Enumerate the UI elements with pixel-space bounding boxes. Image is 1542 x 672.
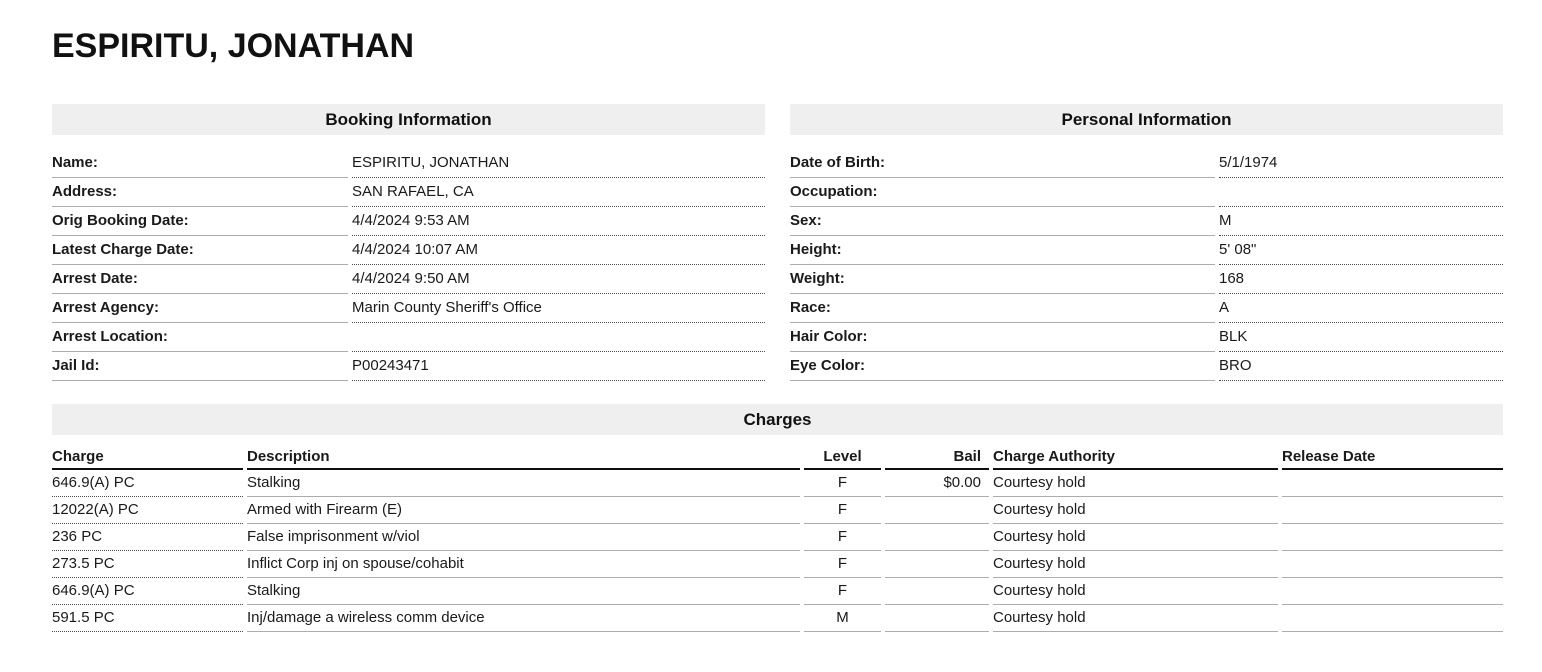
charge-description-cell: Inj/damage a wireless comm device (247, 605, 800, 632)
field-label: Height: (790, 236, 1215, 265)
field-value: P00243471 (352, 352, 765, 381)
booking-record-page (0, 24, 1503, 632)
charge-level-cell: F (804, 578, 881, 605)
column-header-level: Level (804, 446, 881, 470)
field-value: 4/4/2024 9:53 AM (352, 207, 765, 236)
field-label: Hair Color: (790, 323, 1215, 352)
booking-section-header: Booking Information (52, 104, 765, 135)
personal-field-row (790, 236, 1503, 265)
charge-description-cell: False imprisonment w/viol (247, 524, 800, 551)
charge-code-cell: 646.9(A) PC (52, 470, 243, 497)
booking-field-row (52, 236, 765, 265)
booking-field-row (52, 178, 765, 207)
field-value: 4/4/2024 10:07 AM (352, 236, 765, 265)
personal-field-row (790, 352, 1503, 381)
charge-description-cell: Inflict Corp inj on spouse/cohabit (247, 551, 800, 578)
charge-authority-cell: Courtesy hold (993, 551, 1278, 578)
charge-code-cell: 12022(A) PC (52, 497, 243, 524)
field-label: Arrest Location: (52, 323, 348, 352)
charge-row (52, 605, 1503, 632)
charge-release-date-cell (1282, 551, 1503, 578)
charge-level-cell: F (804, 524, 881, 551)
field-value: SAN RAFAEL, CA (352, 178, 765, 207)
booking-field-row (52, 323, 765, 352)
charge-bail-cell (885, 551, 989, 578)
field-label: Address: (52, 178, 348, 207)
field-label: Eye Color: (790, 352, 1215, 381)
charge-code-cell: 236 PC (52, 524, 243, 551)
personal-field-row (790, 294, 1503, 323)
column-header-release-date: Release Date (1282, 446, 1503, 470)
personal-section-header: Personal Information (790, 104, 1503, 135)
personal-field-row (790, 178, 1503, 207)
charge-level-cell: M (804, 605, 881, 632)
field-label: Weight: (790, 265, 1215, 294)
charge-release-date-cell (1282, 497, 1503, 524)
field-label: Name: (52, 149, 348, 178)
field-label: Latest Charge Date: (52, 236, 348, 265)
charges-header-row (52, 446, 1503, 470)
charge-authority-cell: Courtesy hold (993, 578, 1278, 605)
booking-fields (52, 149, 765, 381)
personal-field-row (790, 207, 1503, 236)
column-header-charge: Charge (52, 446, 243, 470)
field-value: 5' 08" (1219, 236, 1503, 265)
booking-field-row (52, 265, 765, 294)
charges-section (52, 404, 1503, 632)
charge-level-cell: F (804, 497, 881, 524)
personal-field-row (790, 323, 1503, 352)
charge-row (52, 470, 1503, 497)
charge-authority-cell: Courtesy hold (993, 605, 1278, 632)
charge-bail-cell (885, 524, 989, 551)
personal-information-panel (790, 104, 1503, 381)
field-value: 168 (1219, 265, 1503, 294)
charge-row (52, 497, 1503, 524)
field-value: A (1219, 294, 1503, 323)
charge-authority-cell: Courtesy hold (993, 497, 1278, 524)
page-title: ESPIRITU, JONATHAN (52, 27, 415, 65)
field-label: Date of Birth: (790, 149, 1215, 178)
charge-bail-cell (885, 578, 989, 605)
field-label: Arrest Agency: (52, 294, 348, 323)
charge-bail-cell (885, 497, 989, 524)
charge-code-cell: 646.9(A) PC (52, 578, 243, 605)
field-label: Sex: (790, 207, 1215, 236)
charge-level-cell: F (804, 470, 881, 497)
field-label: Race: (790, 294, 1215, 323)
charges-section-header: Charges (52, 404, 1503, 435)
personal-field-row (790, 149, 1503, 178)
charge-authority-cell: Courtesy hold (993, 524, 1278, 551)
field-value: BRO (1219, 352, 1503, 381)
charge-release-date-cell (1282, 605, 1503, 632)
charge-row (52, 578, 1503, 605)
charge-description-cell: Stalking (247, 578, 800, 605)
field-label: Jail Id: (52, 352, 348, 381)
booking-field-row (52, 149, 765, 178)
booking-field-row (52, 294, 765, 323)
field-label: Arrest Date: (52, 265, 348, 294)
personal-fields (790, 149, 1503, 381)
charge-code-cell: 591.5 PC (52, 605, 243, 632)
personal-field-row (790, 265, 1503, 294)
charges-table (52, 446, 1503, 632)
booking-field-row (52, 207, 765, 236)
booking-information-panel (52, 104, 765, 381)
charge-bail-cell (885, 605, 989, 632)
field-value (1219, 178, 1503, 207)
field-value: M (1219, 207, 1503, 236)
charge-level-cell: F (804, 551, 881, 578)
charge-description-cell: Stalking (247, 470, 800, 497)
charge-bail-cell: $0.00 (885, 470, 989, 497)
column-header-authority: Charge Authority (993, 446, 1278, 470)
charge-row (52, 524, 1503, 551)
field-value: 4/4/2024 9:50 AM (352, 265, 765, 294)
charge-authority-cell: Courtesy hold (993, 470, 1278, 497)
field-value: 5/1/1974 (1219, 149, 1503, 178)
field-value (352, 323, 765, 352)
field-label: Occupation: (790, 178, 1215, 207)
column-header-bail: Bail (885, 446, 989, 470)
field-value: ESPIRITU, JONATHAN (352, 149, 765, 178)
field-value: BLK (1219, 323, 1503, 352)
charge-release-date-cell (1282, 578, 1503, 605)
charge-release-date-cell (1282, 524, 1503, 551)
charge-row (52, 551, 1503, 578)
info-panels (52, 104, 1503, 381)
booking-field-row (52, 352, 765, 381)
charge-description-cell: Armed with Firearm (E) (247, 497, 800, 524)
charge-release-date-cell (1282, 470, 1503, 497)
field-value: Marin County Sheriff's Office (352, 294, 765, 323)
column-header-description: Description (247, 446, 800, 470)
field-label: Orig Booking Date: (52, 207, 348, 236)
charge-code-cell: 273.5 PC (52, 551, 243, 578)
